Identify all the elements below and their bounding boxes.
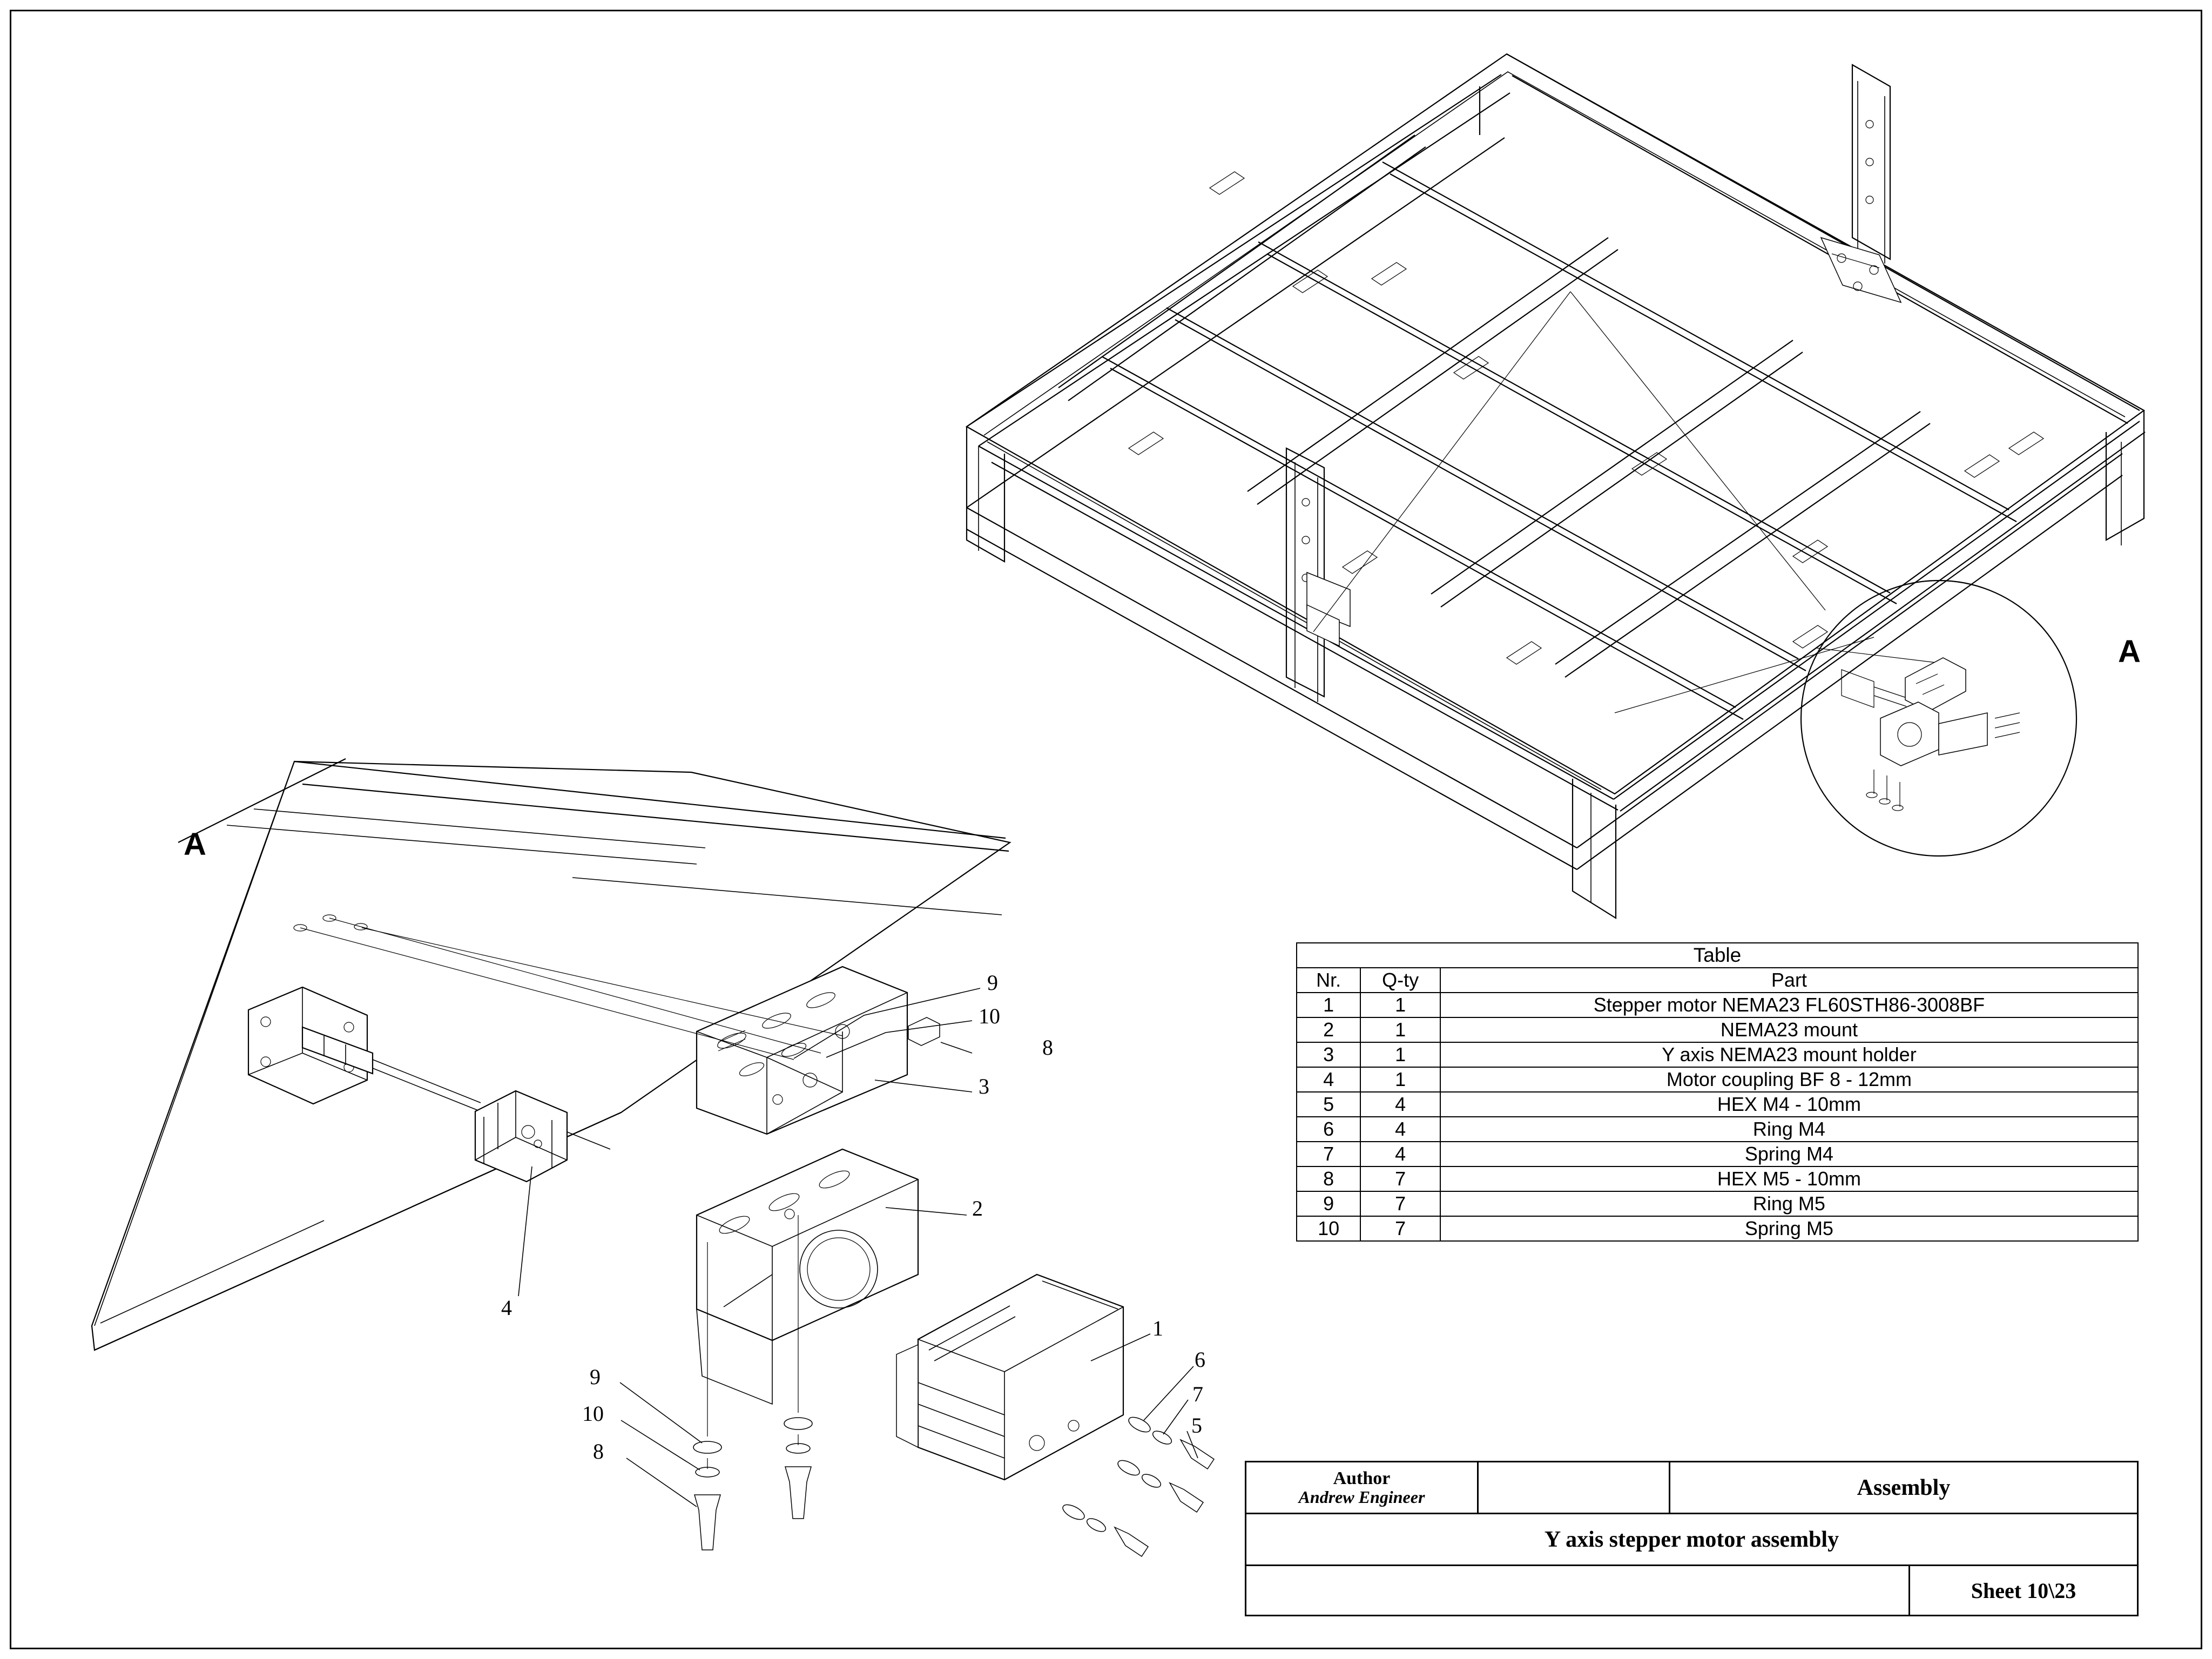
cell-nr: 8	[1297, 1166, 1360, 1191]
table-row	[1297, 1166, 2138, 1191]
parts-table-title-row	[1297, 943, 2138, 968]
cell-qty: 1	[1360, 1042, 1440, 1067]
callout-10-left: 10	[582, 1401, 604, 1426]
callout-3: 3	[979, 1074, 989, 1098]
callout-8-top: 8	[1042, 1035, 1053, 1060]
author-name: Andrew Engineer	[1298, 1487, 1425, 1507]
cell-nr: 6	[1297, 1117, 1360, 1142]
callout-6: 6	[1195, 1347, 1205, 1372]
callout-9-left: 9	[590, 1365, 601, 1389]
cell-nr: 7	[1297, 1142, 1360, 1166]
table-row	[1297, 993, 2138, 1017]
cell-nr: 9	[1297, 1191, 1360, 1216]
cell-qty: 1	[1360, 1017, 1440, 1042]
table-row	[1297, 1191, 2138, 1216]
cell-part: Stepper motor NEMA23 FL60STH86-3008BF	[1440, 993, 2138, 1017]
cell-qty: 4	[1360, 1117, 1440, 1142]
sheet-number: Sheet 10\23	[1971, 1578, 2076, 1603]
cell-part: Motor coupling BF 8 - 12mm	[1440, 1067, 2138, 1092]
cell-qty: 1	[1360, 993, 1440, 1017]
table-row	[1297, 1142, 2138, 1166]
cell-part: Spring M4	[1440, 1142, 2138, 1166]
parts-table-title: Table	[1297, 943, 2138, 968]
title-block-spacer	[1246, 1566, 1910, 1615]
cell-nr: 1	[1297, 993, 1360, 1017]
nema23-mount	[697, 1149, 918, 1404]
doc-type: Assembly	[1857, 1475, 1951, 1500]
stepper-motor	[896, 1274, 1123, 1480]
cell-part: Y axis NEMA23 mount holder	[1440, 1042, 2138, 1067]
column-header-part: Part	[1440, 968, 2138, 993]
title-block-row-2	[1246, 1514, 2137, 1566]
callout-7: 7	[1192, 1382, 1203, 1406]
callout-9-top: 9	[987, 970, 998, 995]
title-block-blank-cell	[1479, 1462, 1670, 1513]
title-block-row-3	[1246, 1566, 2137, 1615]
cell-nr: 5	[1297, 1092, 1360, 1117]
section-letter-overview: A	[2118, 634, 2141, 669]
callout-2: 2	[972, 1196, 983, 1220]
title-block-row-1	[1246, 1462, 2137, 1514]
author-label: Author	[1333, 1468, 1391, 1488]
cell-qty: 7	[1360, 1166, 1440, 1191]
cell-part: NEMA23 mount	[1440, 1017, 2138, 1042]
cell-part: Ring M5	[1440, 1191, 2138, 1216]
cell-nr: 4	[1297, 1067, 1360, 1092]
section-letter-detail: A	[184, 827, 206, 862]
cell-nr: 10	[1297, 1216, 1360, 1241]
drawing-subject: Y axis stepper motor assembly	[1544, 1527, 1839, 1552]
cell-qty: 7	[1360, 1191, 1440, 1216]
cell-qty: 4	[1360, 1092, 1440, 1117]
title-block	[1245, 1461, 2139, 1616]
cell-part: HEX M5 - 10mm	[1440, 1166, 2138, 1191]
author-cell	[1246, 1462, 1479, 1513]
callout-1: 1	[1152, 1316, 1163, 1340]
table-row	[1297, 1017, 2138, 1042]
cell-nr: 3	[1297, 1042, 1360, 1067]
table-row	[1297, 1216, 2138, 1241]
parts-table-header-row	[1297, 968, 2138, 993]
callout-8-left: 8	[593, 1439, 604, 1464]
parts-table	[1296, 942, 2139, 1242]
cell-nr: 2	[1297, 1017, 1360, 1042]
column-header-qty: Q-ty	[1360, 968, 1440, 993]
table-row	[1297, 1092, 2138, 1117]
table-row	[1297, 1042, 2138, 1067]
callout-5: 5	[1191, 1413, 1202, 1438]
cell-part: Ring M4	[1440, 1117, 2138, 1142]
fastener-stack-left	[693, 1418, 812, 1550]
callout-4: 4	[501, 1296, 512, 1320]
cell-qty: 4	[1360, 1142, 1440, 1166]
column-header-nr: Nr.	[1297, 968, 1360, 993]
cell-part: Spring M5	[1440, 1216, 2138, 1241]
cell-qty: 7	[1360, 1216, 1440, 1241]
callout-10-top: 10	[979, 1004, 1000, 1028]
cell-qty: 1	[1360, 1067, 1440, 1092]
table-row	[1297, 1117, 2138, 1142]
cell-part: HEX M4 - 10mm	[1440, 1092, 2138, 1117]
table-row	[1297, 1067, 2138, 1092]
